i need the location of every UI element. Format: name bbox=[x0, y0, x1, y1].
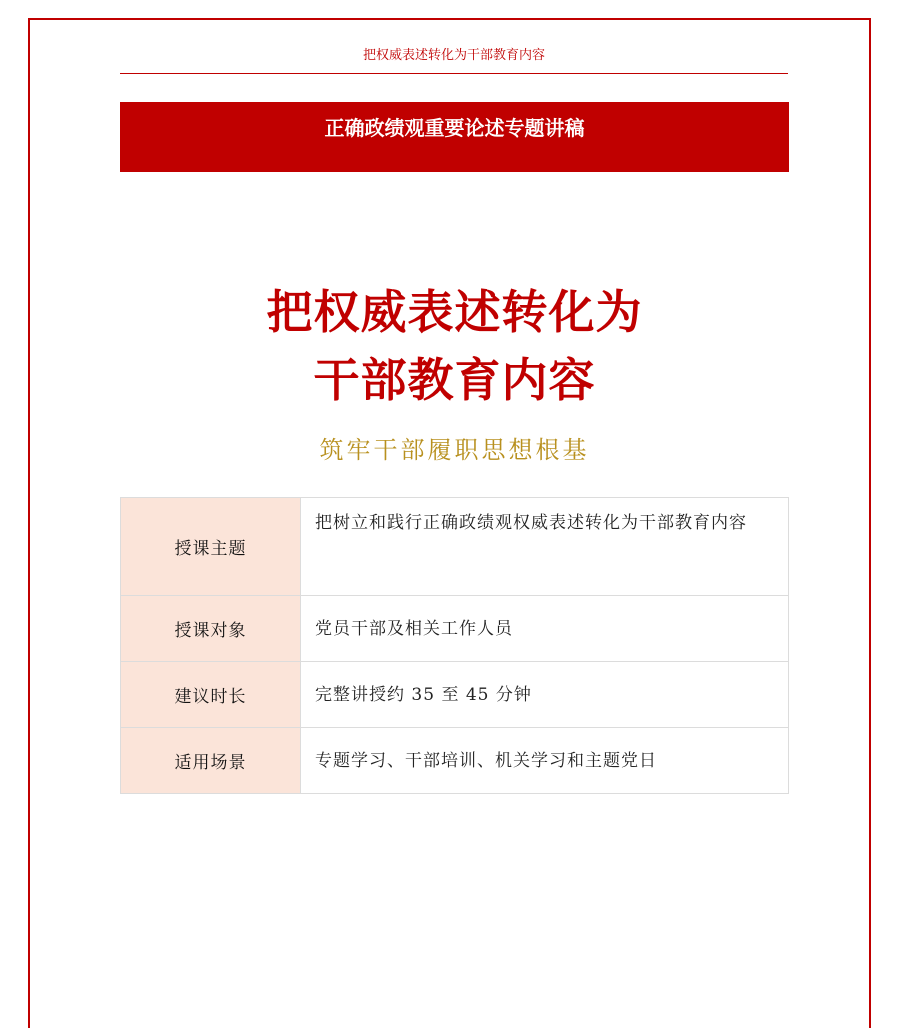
title-line-2: 干部教育内容 bbox=[313, 353, 596, 407]
course-info-table bbox=[120, 497, 789, 794]
row-label: 适用场景 bbox=[121, 728, 301, 794]
running-header bbox=[120, 44, 788, 74]
title-line-1: 把权威表述转化为 bbox=[266, 285, 643, 339]
row-label: 授课对象 bbox=[121, 596, 301, 662]
row-value: 专题学习、干部培训、机关学习和主题党日 bbox=[301, 728, 789, 794]
row-value: 完整讲授约 35 至 45 分钟 bbox=[301, 662, 789, 728]
banner-text: 正确政绩观重要论述专题讲稿 bbox=[324, 116, 585, 140]
table-row bbox=[121, 728, 789, 794]
page-title bbox=[120, 278, 789, 414]
row-label: 建议时长 bbox=[121, 662, 301, 728]
row-value: 把树立和践行正确政绩观权威表述转化为干部教育内容 bbox=[301, 498, 789, 596]
subtitle: 筑牢干部履职思想根基 bbox=[319, 436, 590, 464]
row-value: 党员干部及相关工作人员 bbox=[301, 596, 789, 662]
running-header-text: 把权威表述转化为干部教育内容 bbox=[362, 48, 545, 63]
table-row bbox=[121, 662, 789, 728]
topic-banner bbox=[120, 102, 789, 172]
table-row bbox=[121, 498, 789, 596]
row-label: 授课主题 bbox=[121, 498, 301, 596]
table-row bbox=[121, 596, 789, 662]
